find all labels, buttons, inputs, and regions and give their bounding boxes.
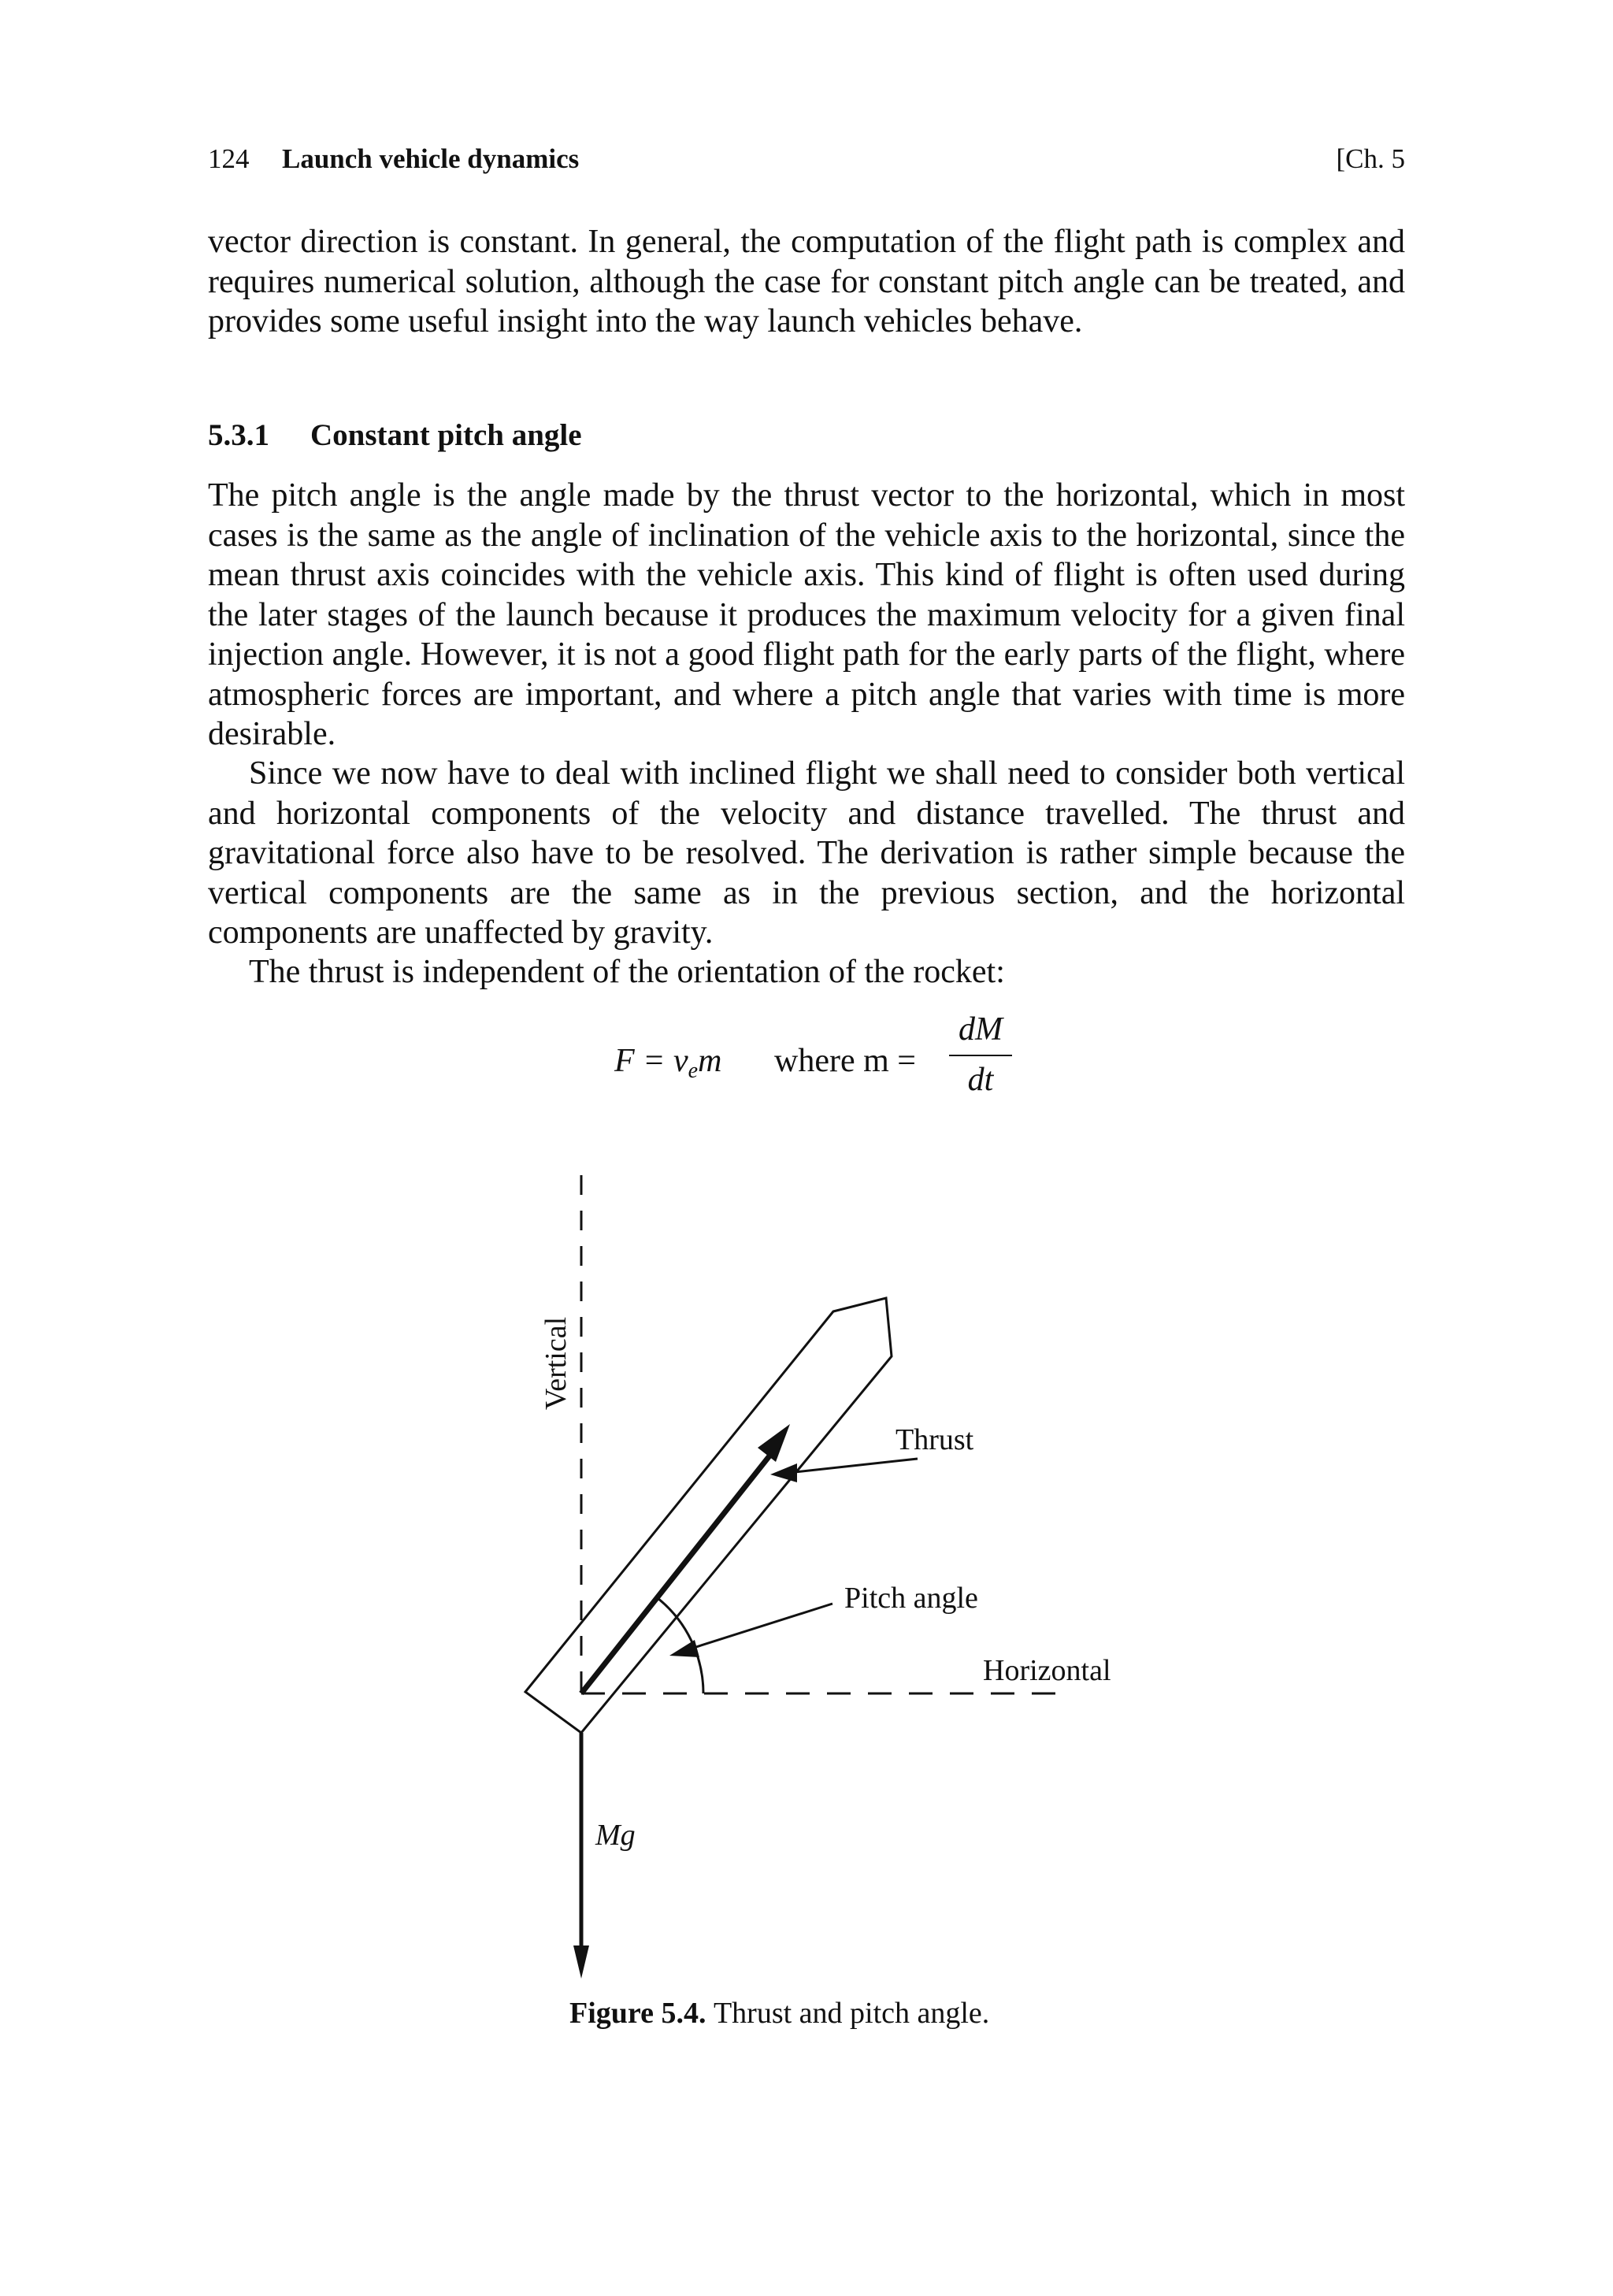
equation-where: where m = [774,1043,916,1079]
figure-caption-label: Figure 5.4. [569,1997,706,2030]
chapter-label: [Ch. 5 [1336,143,1405,174]
section-title: Constant pitch angle [310,418,582,452]
figure-caption [569,1996,989,2031]
page-header [208,143,1405,183]
page-number: 124 [208,143,250,174]
body-paragraph-3: The thrust is independent of the orientation of the rocket: [249,954,1005,990]
running-title: Launch vehicle dynamics [282,143,580,174]
thrust-leader-line [788,1459,918,1473]
thrust-leader-arrowhead [770,1463,797,1482]
equation-fraction [949,1011,1012,1099]
horizontal-label: Horizontal [983,1654,1111,1687]
weight-label: Mg [595,1819,636,1852]
vertical-label: Vertical [540,1316,573,1410]
body-paragraph-1: The pitch angle is the angle made by the thrust vector to the horizontal, which in most cases is the same as the angle of inclination of the vehicle axis to the horizontal, since the mean thrust axis coincides with the vehicle axis. This kind of flight is often used during the later stages of the launch because it produces the maximum velocity for a given final injection angle. However, it is not a good flight path for the early parts of the flight, where atmospheric forces are important, and where a pitch angle that varies with time is more desirable. [208,477,1405,752]
pitch-leader-line [684,1604,832,1651]
thrust-vector [581,1443,780,1693]
pitch-leader-arrowhead [669,1640,699,1657]
equation-lhs-main: F = v [614,1043,688,1079]
intro-paragraph: vector direction is constant. In general, the computation of the flight path is complex and requires numerical solution, although the case for constant pitch angle can be treated, and provides some useful insight into the way launch vehicles behave. [208,224,1405,339]
equation-lhs [614,1042,721,1084]
thrust-arrowhead [758,1424,790,1462]
fraction-denominator: dt [967,1062,994,1098]
section-number: 5.3.1 [208,418,269,452]
equation-lhs-tail: m [698,1043,722,1079]
body-paragraph-2: Since we now have to deal with inclined flight we shall need to consider both vertical and horizontal components of the velocity and distance travelled. The thrust and gravitational force also have to be resolved. The derivation is rather simple because the vertical components are the same as in the previous section, and the horizontal components are unaffected by gravity. [208,755,1405,951]
fraction-bar [949,1055,1012,1056]
section-heading [208,417,582,453]
weight-arrowhead [573,1945,589,1979]
rocket-body [525,1298,892,1733]
pitch-angle-arc [658,1598,703,1693]
fraction-numerator: dM [959,1011,1003,1048]
equation-lhs-subscript: e [688,1059,699,1083]
pitch-angle-label: Pitch angle [844,1582,978,1615]
figure-caption-text: Thrust and pitch angle. [713,1997,990,2030]
thrust-label: Thrust [895,1423,974,1456]
